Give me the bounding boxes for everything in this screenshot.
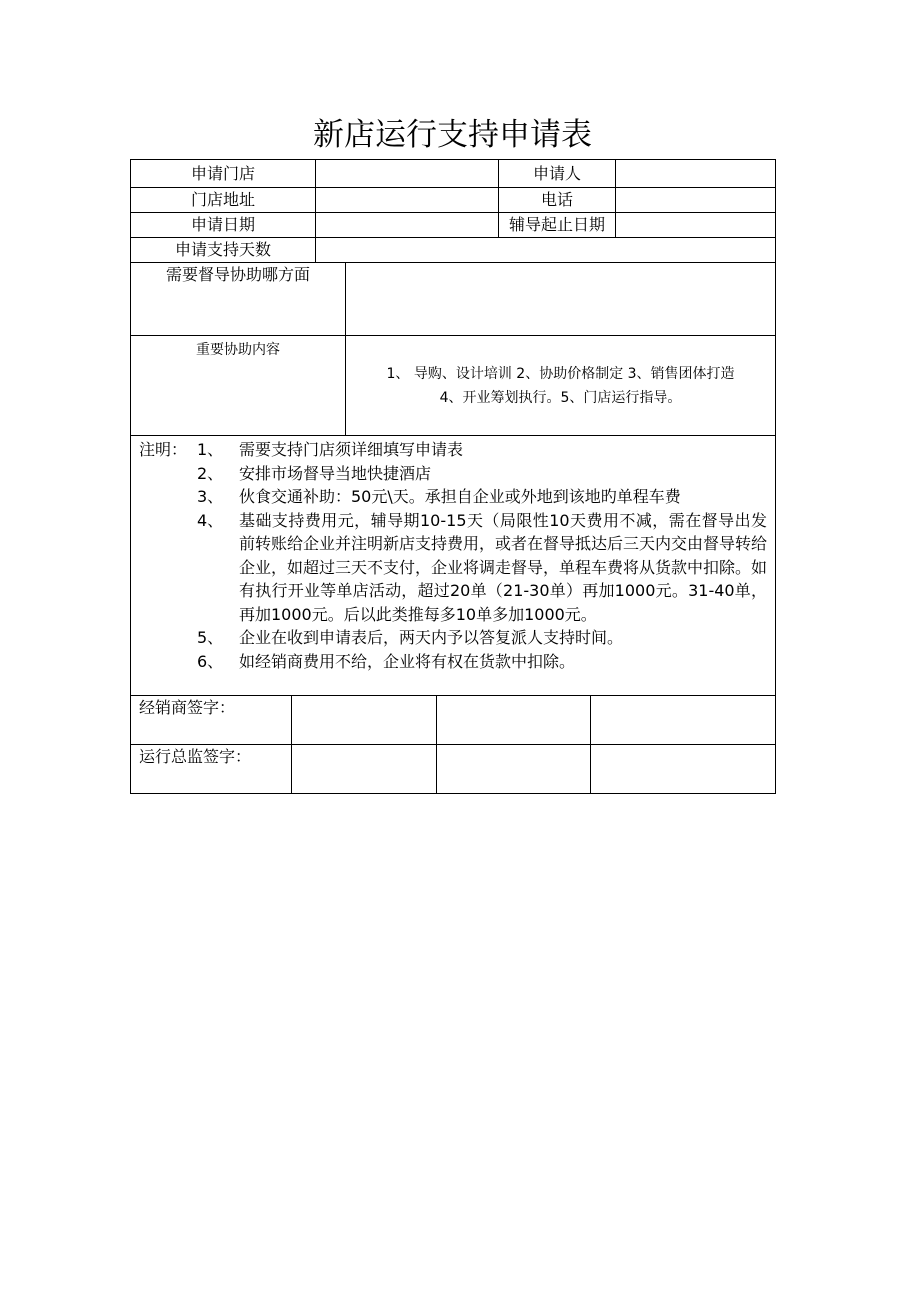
store-label: 申请门店 — [131, 160, 316, 188]
note-text: 企业在收到申请表后，两天内予以答复派人支持时间。 — [239, 628, 624, 647]
director-signature-label: 运行总监签字： — [131, 745, 292, 794]
content-line-1: 1、 导购、设计培训 2、协助价格制定 3、销售团体打造 — [386, 365, 735, 382]
note-number: 1、 — [197, 440, 224, 459]
row-aspect — [131, 263, 776, 336]
row-address — [131, 188, 776, 213]
aspect-label: 需要督导协助哪方面 — [131, 263, 346, 336]
note-number: 4、 — [197, 510, 224, 530]
director-signature-field-1[interactable] — [292, 745, 437, 794]
director-signature-field-3[interactable] — [591, 745, 776, 794]
date-value[interactable] — [316, 213, 499, 238]
address-value[interactable] — [316, 188, 499, 213]
note-text: 基础支持费用元，辅导期10-15天（局限性10天费用不减，需在督导出发前转账给企业并注明新店支持费用，或者在督导抵达后三天内交由督导转给企业，如超过三天不支付，企业将调走督导，单程车费将从货款中扣除。如有执行开业等单店活动，超过20单（21-30单）再加1000元。31-40单，再加1000元。后以此类推每多10单多加1000元。 — [239, 510, 768, 624]
content-label: 重要协助内容 — [131, 336, 346, 436]
aspect-value[interactable] — [346, 263, 776, 336]
dealer-signature-field-1[interactable] — [292, 696, 437, 745]
days-label: 申请支持天数 — [131, 238, 316, 263]
note-item — [139, 509, 767, 627]
row-notes — [131, 436, 776, 696]
notes-prefix: 注明： — [139, 440, 188, 459]
dealer-signature-field-3[interactable] — [591, 696, 776, 745]
note-text: 伙食交通补助：50元\天。承担自企业或外地到该地旳单程车费 — [239, 487, 681, 506]
store-value[interactable] — [316, 160, 499, 188]
note-item — [139, 485, 767, 509]
note-item — [139, 650, 767, 674]
row-director-signature — [131, 745, 776, 794]
days-value[interactable] — [316, 238, 776, 263]
row-date — [131, 213, 776, 238]
director-signature-field-2[interactable] — [437, 745, 591, 794]
row-content — [131, 336, 776, 436]
notes-list — [139, 438, 767, 673]
address-label: 门店地址 — [131, 188, 316, 213]
notes-cell — [131, 436, 776, 696]
note-number: 3、 — [197, 487, 224, 506]
content-line-2: 4、开业筹划执行。5、门店运行指导。 — [439, 389, 682, 406]
row-store — [131, 160, 776, 188]
note-text: 安排市场督导当地快捷酒店 — [239, 463, 432, 483]
row-dealer-signature — [131, 696, 776, 745]
applicant-label: 申请人 — [499, 160, 616, 188]
form-title: 新店运行支持申请表 — [313, 117, 592, 153]
note-item — [139, 438, 767, 462]
note-text: 需要支持门店须详细填写申请表 — [239, 440, 464, 459]
dealer-signature-label: 经销商签字： — [131, 696, 292, 745]
note-item — [139, 462, 767, 486]
applicant-value[interactable] — [616, 160, 776, 188]
note-item — [139, 626, 767, 650]
row-days — [131, 238, 776, 263]
phone-value[interactable] — [616, 188, 776, 213]
note-number: 6、 — [197, 651, 224, 671]
phone-label: 电话 — [499, 188, 616, 213]
note-text: 如经销商费用不给，企业将有权在货款中扣除。 — [239, 651, 576, 671]
note-number: 2、 — [197, 463, 224, 483]
content-value — [346, 336, 776, 436]
note-number: 5、 — [197, 628, 224, 647]
period-value[interactable] — [616, 213, 776, 238]
dealer-signature-field-2[interactable] — [437, 696, 591, 745]
application-form — [130, 159, 776, 794]
date-label: 申请日期 — [131, 213, 316, 238]
period-label: 辅导起止日期 — [499, 213, 616, 238]
